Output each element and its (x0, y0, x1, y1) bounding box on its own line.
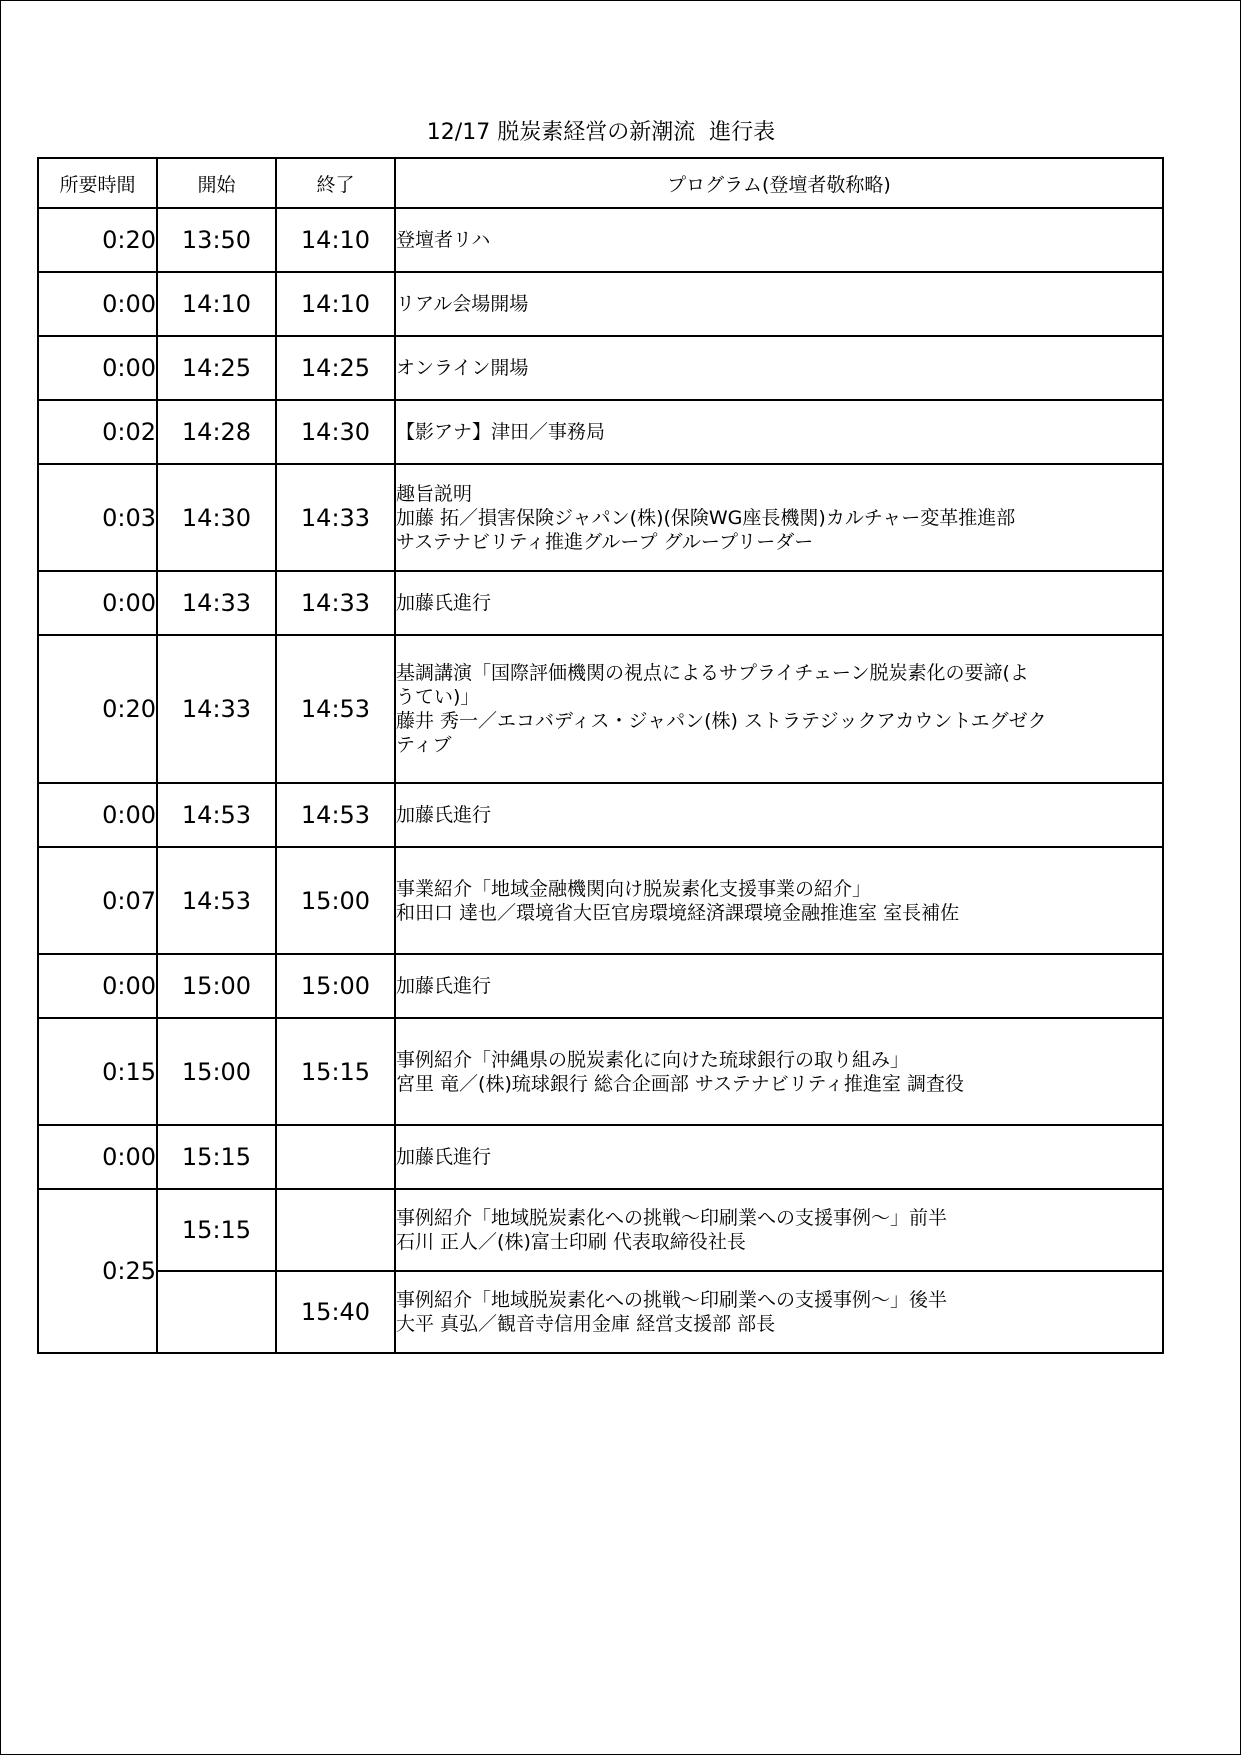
table-row (38, 847, 1163, 954)
duration-cell: 0:00 (38, 1125, 157, 1189)
program-cell: 事業紹介「地域金融機関向け脱炭素化支援事業の紹介」 和田口 達也／環境省大臣官房環境経済課環境金融推進室 室長補佐 (395, 847, 1163, 954)
page-title: 12/17 脱炭素経営の新潮流 進行表 (426, 120, 776, 145)
table-row (38, 272, 1163, 336)
schedule-table (37, 157, 1164, 1354)
duration-cell: 0:00 (38, 783, 157, 847)
start-cell: 15:15 (157, 1125, 276, 1189)
duration-cell: 0:20 (38, 635, 157, 783)
header-start: 開始 (157, 158, 276, 208)
end-cell: 15:15 (276, 1018, 395, 1125)
end-cell (276, 1189, 395, 1271)
header-program: プログラム(登壇者敬称略) (395, 158, 1163, 208)
start-cell: 15:15 (157, 1189, 276, 1271)
start-cell: 14:28 (157, 400, 276, 464)
table-row (38, 1271, 1163, 1353)
end-cell: 15:00 (276, 954, 395, 1018)
header-end: 終了 (276, 158, 395, 208)
duration-cell: 0:02 (38, 400, 157, 464)
end-cell: 14:30 (276, 400, 395, 464)
duration-cell: 0:00 (38, 571, 157, 635)
program-cell: 加藤氏進行 (395, 571, 1163, 635)
header-row (38, 158, 1163, 208)
program-cell: 事例紹介「地域脱炭素化への挑戦～印刷業への支援事例～」前半 石川 正人／(株)富士印刷 代表取締役社長 (395, 1189, 1163, 1271)
program-cell: 登壇者リハ (395, 208, 1163, 272)
table-row (38, 571, 1163, 635)
end-cell: 14:33 (276, 571, 395, 635)
end-cell: 14:53 (276, 783, 395, 847)
table-row (38, 1018, 1163, 1125)
duration-cell: 0:00 (38, 336, 157, 400)
end-cell (276, 1125, 395, 1189)
table-row (38, 954, 1163, 1018)
start-cell: 14:33 (157, 571, 276, 635)
program-cell: 事例紹介「沖縄県の脱炭素化に向けた琉球銀行の取り組み」 宮里 竜／(株)琉球銀行 総合企画部 サステナビリティ推進室 調査役 (395, 1018, 1163, 1125)
program-cell: 基調講演「国際評価機関の視点によるサプライチェーン脱炭素化の要諦(よ うてい)」 藤井 秀一／エコバディス・ジャパン(株) ストラテジックアカウントエグゼク ティブ (395, 635, 1163, 783)
program-cell: オンライン開場 (395, 336, 1163, 400)
header-duration: 所要時間 (38, 158, 157, 208)
table-row (38, 1125, 1163, 1189)
table-row (38, 336, 1163, 400)
end-cell: 14:33 (276, 464, 395, 571)
program-cell: 加藤氏進行 (395, 954, 1163, 1018)
start-cell: 14:30 (157, 464, 276, 571)
end-cell: 14:25 (276, 336, 395, 400)
duration-cell: 0:07 (38, 847, 157, 954)
duration-cell: 0:03 (38, 464, 157, 571)
start-cell: 14:10 (157, 272, 276, 336)
start-cell: 15:00 (157, 1018, 276, 1125)
table-row (38, 1189, 1163, 1271)
end-cell: 14:10 (276, 208, 395, 272)
merged-duration-cell: 0:25 (38, 1189, 157, 1353)
program-cell: 事例紹介「地域脱炭素化への挑戦～印刷業への支援事例～」後半 大平 真弘／観音寺信用金庫 経営支援部 部長 (395, 1271, 1163, 1353)
table-row (38, 783, 1163, 847)
start-cell (157, 1271, 276, 1353)
start-cell: 14:53 (157, 847, 276, 954)
duration-cell: 0:00 (38, 272, 157, 336)
start-cell: 14:33 (157, 635, 276, 783)
start-cell: 15:00 (157, 954, 276, 1018)
program-cell: リアル会場開場 (395, 272, 1163, 336)
program-cell: 趣旨説明 加藤 拓／損害保険ジャパン(株)(保険WG座長機関)カルチャー変革推進部 サステナビリティ推進グループ グループリーダー (395, 464, 1163, 571)
start-cell: 14:25 (157, 336, 276, 400)
table-row (38, 464, 1163, 571)
table-row (38, 400, 1163, 464)
end-cell: 14:53 (276, 635, 395, 783)
end-cell: 14:10 (276, 272, 395, 336)
program-cell: 加藤氏進行 (395, 783, 1163, 847)
program-cell: 加藤氏進行 (395, 1125, 1163, 1189)
duration-cell: 0:00 (38, 954, 157, 1018)
end-cell: 15:00 (276, 847, 395, 954)
table-row (38, 208, 1163, 272)
table-row (38, 635, 1163, 783)
start-cell: 13:50 (157, 208, 276, 272)
program-cell: 【影アナ】津田／事務局 (395, 400, 1163, 464)
end-cell: 15:40 (276, 1271, 395, 1353)
duration-cell: 0:20 (38, 208, 157, 272)
start-cell: 14:53 (157, 783, 276, 847)
duration-cell: 0:15 (38, 1018, 157, 1125)
